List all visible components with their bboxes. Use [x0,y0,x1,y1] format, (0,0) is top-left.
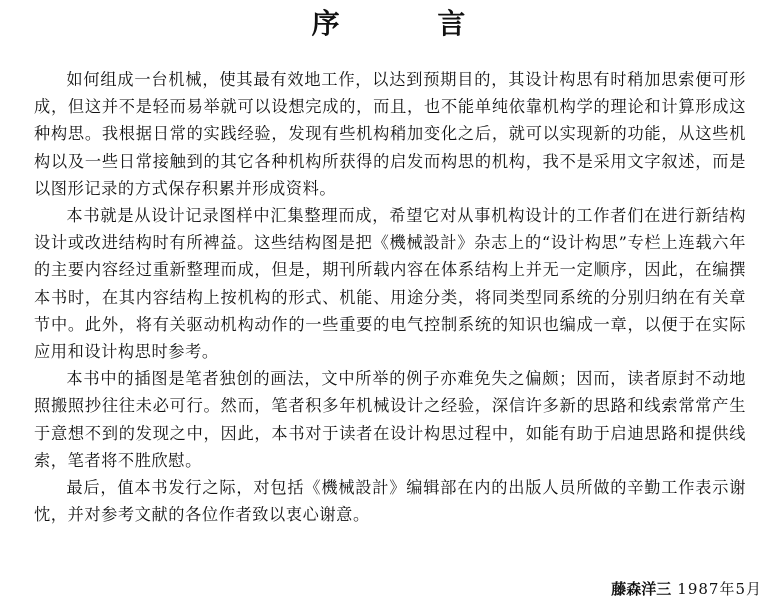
paragraph-3: 本书中的插图是笔者独创的画法，文中所举的例子亦难免失之偏颇；因而，读者原封不动地照搬照抄往往未必可行。然而，笔者积多年机械设计之经验，深信许多新的思路和线索常常产生于意想不到的发现之中，因此，本书对于读者在设计构思过程中，如能有助于启迪思路和提供线索，笔者将不胜欣慰。 [34,369,746,470]
preface-body [34,66,746,528]
paragraph-4: 最后，值本书发行之际，对包括《機械設計》编辑部在内的出版人员所做的辛勤工作表示谢忱，并对参考文献的各位作者致以衷心谢意。 [34,478,746,525]
paragraph-2: 本书就是从设计记录图样中汇集整理而成，希望它对从事机构设计的工作者们在进行新结构设计或改进结构时有所裨益。这些结构图是把《機械設計》杂志上的“设计构思”专栏上连载六年的主要内容经过重新整理而成，但是，期刊所载内容在体系结构上并无一定顺序，因此，在编撰本书时，在其内容结构上按机构的形式、机能、用途分类，将同类型同系统的分别归纳在有关章节中。此外，将有关驱动机构动作的一些重要的电气控制系统的知识也编成一章，以便于在实际应用和设计构思时参考。 [34,206,746,362]
signature-author: 藤森洋三 [611,580,672,598]
signature-line [0,578,762,600]
paragraph-1: 如何组成一台机械，使其最有效地工作，以达到预期目的，其设计构思有时稍加思索便可形成，但这并不是轻而易举就可以设想完成的，而且，也不能单纯依靠机构学的理论和计算形成这种构思。我根据日常的实践经验，发现有些机构稍加变化之后，就可以实现新的功能，从这些机构以及一些日常接触到的其它各种机构所获得的启发而构思的机构，我不是采用文字叙述，而是以图形记录的方式保存积累并形成资料。 [34,70,746,198]
signature-date: 1987年5月 [677,580,762,598]
preface-title: 序 言 [311,7,510,40]
